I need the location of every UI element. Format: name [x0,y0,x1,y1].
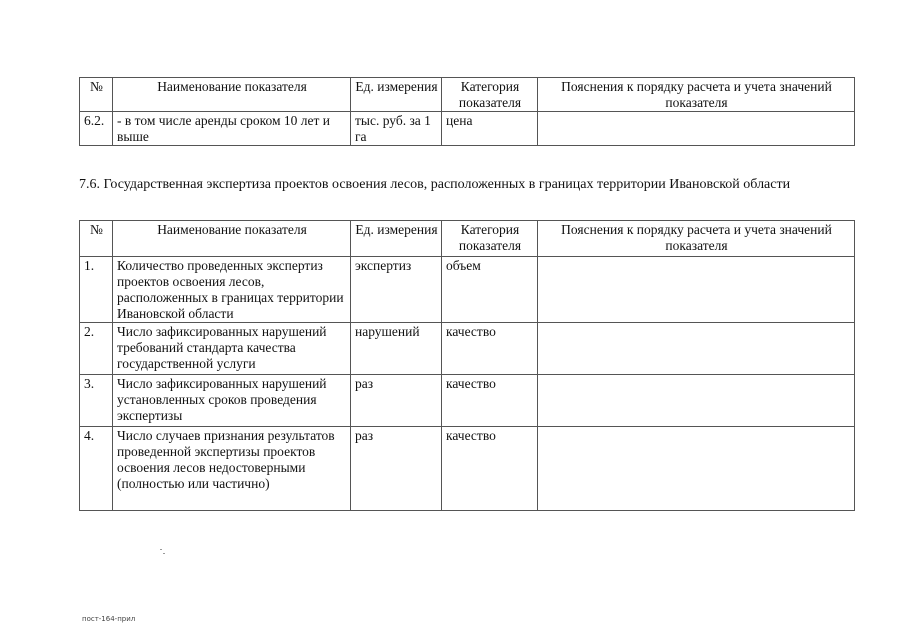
row-num: 6.2. [80,112,113,146]
indicators-table-continued [79,77,855,146]
row-unit: раз [351,427,442,511]
header-unit: Ед. измерения [351,221,442,257]
row-unit: раз [351,375,442,427]
row-name: Число зафиксированных нарушений установленных сроков проведения экспертизы [113,375,351,427]
header-category: Категория показателя [442,78,538,112]
row-num: 3. [80,375,113,427]
row-unit: экспертиз [351,257,442,323]
row-explanation [538,375,855,427]
row-category: качество [442,323,538,375]
table-row [80,257,855,323]
row-num: 4. [80,427,113,511]
expertise-indicators-table [79,220,855,511]
header-name: Наименование показателя [113,78,351,112]
table-header-row [80,78,855,112]
header-num: № [80,78,113,112]
scan-speck [160,549,162,550]
row-num: 2. [80,323,113,375]
table-header-row [80,221,855,257]
header-name: Наименование показателя [113,221,351,257]
header-unit: Ед. измерения [351,78,442,112]
section-heading: 7.6. Государственная экспертиза проектов освоения лесов, расположенных в границах территории Ивановской области [79,177,791,192]
row-explanation [538,112,855,146]
row-explanation [538,323,855,375]
table-row [80,112,855,146]
table-row [80,323,855,375]
footer-file-label: пост-164-прил [82,615,136,623]
row-category: цена [442,112,538,146]
row-explanation [538,427,855,511]
row-unit: нарушений [351,323,442,375]
header-explanation: Пояснения к порядку расчета и учета значений показателя [538,221,855,257]
row-num: 1. [80,257,113,323]
row-unit: тыс. руб. за 1 га [351,112,442,146]
table-row [80,375,855,427]
row-category: качество [442,375,538,427]
header-category: Категория показателя [442,221,538,257]
row-name: Число зафиксированных нарушений требований стандарта качества государственной услуги [113,323,351,375]
row-explanation [538,257,855,323]
row-name: - в том числе аренды сроком 10 лет и выше [113,112,351,146]
row-name: Количество проведенных экспертиз проектов освоения лесов, расположенных в границах территории Ивановской области [113,257,351,323]
scan-speck [163,553,165,554]
row-category: качество [442,427,538,511]
row-name: Число случаев признания результатов проведенной экспертизы проектов освоения лесов недостоверными (полностью или частично) [113,427,351,511]
header-num: № [80,221,113,257]
table-row [80,427,855,511]
header-explanation: Пояснения к порядку расчета и учета значений показателя [538,78,855,112]
row-category: объем [442,257,538,323]
